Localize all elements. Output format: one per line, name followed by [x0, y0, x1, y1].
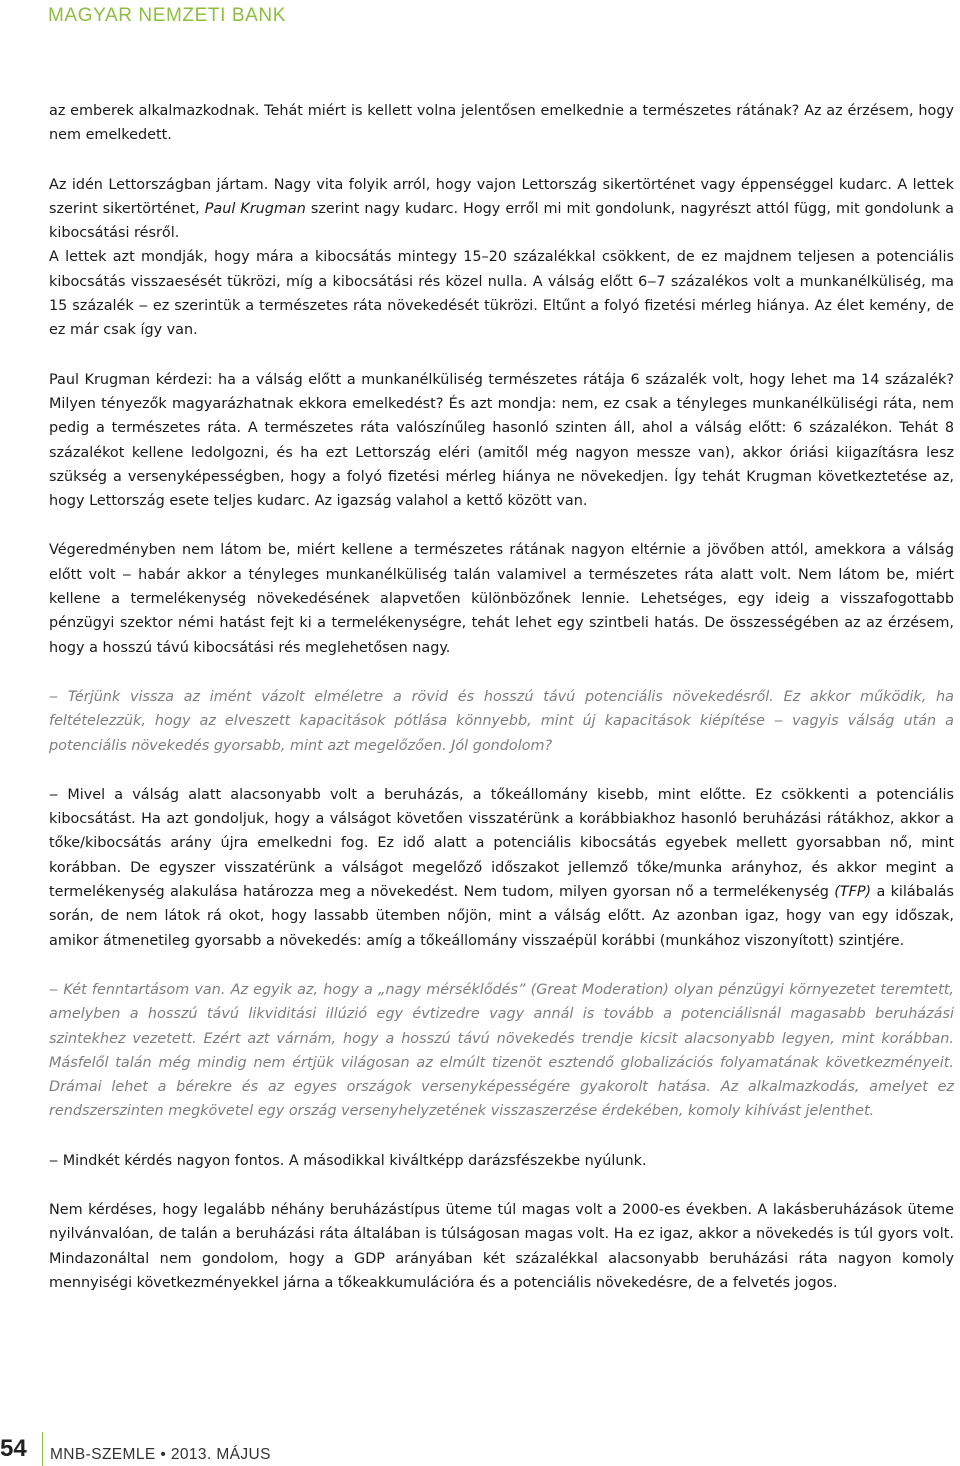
footer-divider [42, 1432, 43, 1466]
footer-publication: MNB-SZEMLE • 2013. MÁJUS [50, 1446, 271, 1463]
interview-answer [49, 783, 954, 953]
paragraph-text: Az idén Lettországban jártam. Nagy vita folyik arról, hogy vajon Lettország sikertörténet vagy éppenséggel kudarc. A lettek szerint sikertörténet, [49, 176, 954, 217]
paragraph: Nem kérdéses, hogy legalább néhány beruházástípus üteme túl magas volt a 2000-es években. A lakásberuházások üteme nyilvánvalóan, de talán a beruházási ráta általában is túlságosan magas volt. Ha ez igaz, akkor a növekedés is túl gyors volt. Mindazonáltal nem gondolom, hogy a GDP arányában két százalékkal alacsonyabb beruházási ráta nagyon komoly mennyiségi következményekkel járna a tőkeakkumulációra és a potenciális növekedésre, de a felvetés jogos. [49, 1201, 954, 1291]
paragraph: Paul Krugman kérdezi: ha a válság előtt a munkanélküliség természetes rátája 6 százalék volt, hogy lehet ma 14 százalék? Milyen tényezők magyarázhatnak ekkora emelkedést? És azt mondja: nem, ez csak a tényleges munkanélküliségi ráta, nem pedig a természetes ráta. A természetes ráta valószínűleg hasonló szinten áll, ahol a válság előtt: 6 százalékon. Tehát 8 százalékot kellene ledolgozni, és ha ezt Lettország eléri (amitől még nagyon messze van), akkor óriási kiigazításra lesz szükség a versenyképességben, hogy a folyó fizetési mérleg hiánya ne növekedjen. Így tehát Krugman következtetése az, hogy Lettország esete teljes kudarc. Az igazság valahol a kettő között van. [49, 371, 954, 510]
paragraph-text: a kilábalás során, de nem látok rá okot, hogy lassabb ütemben nőjön, mint a válság előtt. Az azonban igaz, hogy van egy időszak, amikor átmenetileg gyorsabb a növekedés: amíg a tőkeállomány visszaépül korábbi (munkához viszonyított) szintjére. [49, 884, 954, 949]
paragraph-text: ‒ Mivel a válság alatt alacsonyabb volt a beruházás, a tőkeállomány kisebb, mint előtte. Ez csökkenti a potenciális kibocsátást. Ha azt gondoljuk, hogy a válságot követően visszatérünk a korábbiakhoz hasonló beruházási rátákhoz, akkor a tőke/kibocsátás arány újra emelkedni fog. Ez idő alatt a potenciális kibocsátás egyebek mellett gyorsabban nő, mint korábban. De egyszer visszatérünk a válságot megelőző időszakot jellemző tőke/munka arányhoz, és akkor megint a termelékenység alakulása határozza meg a növekedést. Nem tudom, milyen gyorsan nő a termelékenység [49, 786, 954, 901]
paragraph: A lettek azt mondják, hogy mára a kibocsátás mintegy 15–20 százalékkal csökkent, de ez majdnem teljesen a potenciális kibocsátás visszaesését tükrözi, míg a kibocsátási rés közel nulla. A válság előtt 6‒7 százalékos volt a munkanélküliség, ma 15 százalék ‒ ez szerintük a természetes ráta növekedését tükrözi. Eltűnt a folyó fizetési mérleg hiánya. Az élet kemény, de ez már csak így van. [49, 249, 954, 339]
interview-answer: ‒ Mindkét kérdés nagyon fontos. A másodikkal kiváltképp darázsfészekbe nyúlunk. [49, 1152, 647, 1169]
paragraph: az emberek alkalmazkodnak. Tehát miért is kellett volna jelentősen emelkednie a természetes rátának? Az az érzésem, hogy nem emelkedett. [49, 103, 954, 144]
author-name: Paul Krugman [204, 200, 306, 217]
article-body [49, 99, 954, 1320]
interview-question: ‒ Térjünk vissza az imént vázolt elméletre a rövid és hosszú távú potenciális növekedésről. Ez akkor működik, ha feltételezzük, hogy az elveszett kapacitások pótlása könnyebb, mint új kapacitások kiépítése ‒ vagyis válság után a potenciális növekedés gyorsabb, mint azt megelőzően. Jól gondolom? [49, 688, 954, 754]
paragraph: Végeredményben nem látom be, miért kellene a természetes rátának nagyon eltérnie a jövőben attól, amekkora a válság előtt volt ‒ habár akkor a tényleges munkanélküliség talán valamivel a természetes ráta alatt volt. Nem látom be, miért kellene a termelékenység növekedésének alapvetően különbözőnek lennie. Lehetséges, egy ideig a visszafogottabb pénzügyi szektor némi hatást fejt ki a termelékenységre, tehát lehet egy szintbeli hatás. De összességében az az érzésem, hogy a hosszú távú kibocsátási rés meglehetősen nagy. [49, 542, 954, 656]
page-number: 54 [0, 1435, 27, 1462]
paragraph-text: szerint nagy kudarc. Hogy erről mi mit gondolunk, nagyrészt attól függ, mit gondolunk a kibocsátási résről. [49, 200, 954, 242]
publication-header: MAGYAR NEMZETI BANK [48, 5, 287, 26]
paragraph [49, 173, 954, 246]
interview-question: ‒ Két fenntartásom van. Az egyik az, hogy a „nagy mérséklődés” (Great Moderation) olyan pénzügyi környezetet teremtett, amelyben a hosszú távú likviditási illúzió egy évtizedre vagy annál is tovább a potenciálisnál magasabb beruházási szintekhez vezetett. Ezért azt várnám, hogy a hosszú távú növekedés trendje kicsit alacsonyabb legyen, mint korábban. Másfelől talán még mindig nem értjük világosan az elmúlt tizenöt esztendő globalizációs folyamatának következményeit. Drámai lehet a bérekre és az egyes országok versenyképességére gyakorolt hatása. Az alkalmazkodás, amelyet ez rendszerszinten megkövetel egy ország versenyhelyzetének visszaszerzése érdekében, komoly kihívást jelenthet. [49, 981, 954, 1120]
page-footer [0, 1432, 400, 1466]
tfp-term: (TFP) [834, 884, 872, 901]
